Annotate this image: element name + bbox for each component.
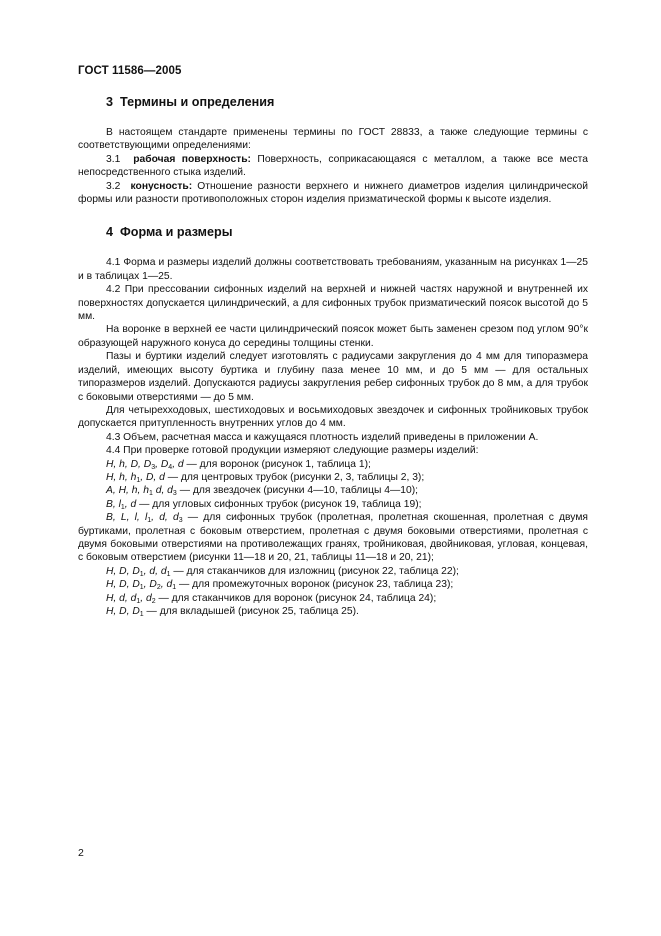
paragraph: 4.4 При проверке готовой продукции измеряют следующие размеры изделий: [106, 445, 479, 457]
paragraph: 4.3 Объем, расчетная масса и кажущаяся плотность изделий приведены в приложении А. [106, 431, 539, 443]
definition-item: 3.1 рабочая поверхность: Поверхность, соприкасающаяся с металлом, а также все места непосредственного стыка изделий. [78, 153, 588, 179]
list-item: H, h, D, $D_3$, $D_4$, d — для воронок (рисунок 1, таблица 1); [106, 458, 371, 471]
section-4-heading [78, 224, 588, 246]
section-number: 3 [106, 95, 114, 109]
page-content [78, 94, 588, 618]
paragraph: В настоящем стандарте применены термины по ГОСТ 28833, а также следующие термины с соответствующими определениями: [78, 127, 588, 152]
term: рабочая поверхность: [133, 153, 251, 165]
section-number: 4 [106, 225, 114, 240]
section-3-heading [78, 94, 588, 116]
document-code: ГОСТ 11586—2005 [78, 65, 182, 77]
definition-item: 3.2 конусность: Отношение разности верхнего и нижнего диаметров изделия цилиндрической формы или разности противоположных сторон изделия призматической формы к высоте изделия. [78, 180, 588, 206]
paragraph: 4.1 Форма и размеры изделий должны соответствовать требованиям, указанным на рисунках 1—25 и в таблицах 1—25. [78, 257, 588, 282]
paragraph: На воронке в верхней ее части цилиндрический поясок может быть заменен срезом под углом 90°к образующей наружного конуса до середины толщины стенки. [78, 324, 588, 349]
page-number: 2 [78, 847, 84, 859]
dimensions-list [78, 458, 588, 619]
section-title: Форма и размеры [120, 225, 233, 240]
list-item: H, h, $h_1$, D, d — для центровых трубок (рисунки 2, 3, таблицы 2, 3); [106, 471, 425, 484]
list-item: H, d, $d_1$, $d_2$ — для стаканчиков для воронок (рисунок 24, таблица 24); [106, 592, 437, 605]
paragraph: Для четырехходовых, шестиходовых и восьмиходовых звездочек и сифонных тройниковых трубок допускается притупленность внутренних углов до 4 мм. [78, 404, 588, 430]
paragraph: 4.2 При прессовании сифонных изделий на верхней и нижней частях наружной и внутренней их поверхностях допускается цилиндрический, а для сифонных трубок призматический поясок высотой до 5 мм. [78, 284, 588, 323]
term: конусность: [130, 180, 193, 192]
list-item: A, H, h, $h_1$ d, $d_3$ — для звездочек (рисунки 4—10, таблицы 4—10); [106, 485, 418, 498]
list-item: B, L, l, $l_1$, d, $d_3$ — для сифонных трубок (пролетная, пролетная скошенная, пролетная с двумя буртиками, пролетная с боковым отверстием, пролетная с двумя боковыми отверстиями, пролетная с двумя боковыми отверстиями на противолежащих гранях, тройниковая, двойниковая, угловая, концевая, с боковым отверстием (рисунки 11—18 и 20, 21, таблицы 11—18 и 20, 21); [78, 512, 588, 564]
list-item: H, D, $D_1$, d, $d_1$ — для стаканчиков для изложниц (рисунок 22, таблица 22); [106, 565, 459, 578]
section-title: Термины и определения [120, 95, 275, 109]
list-item: H, D, $D_1$ — для вкладышей (рисунок 25, таблица 25). [106, 606, 359, 618]
paragraph: Пазы и буртики изделий следует изготовлять с радиусами закругления до 4 мм для типоразмера изделий, имеющих высоту буртика и глубину паза менее 10 мм, и до 5 мм — для остальных типоразмеров изделий. Допускаются радиусы закругления ребер сифонных трубок до 8 мм, а для трубок с боковыми отверстиями — до 5 мм. [78, 351, 588, 403]
list-item: B, $l_1$, d — для угловых сифонных трубок (рисунок 19, таблица 19); [106, 498, 422, 511]
list-item: H, D, $D_1$, $D_2$, $d_1$ — для промежуточных воронок (рисунок 23, таблица 23); [106, 579, 454, 592]
